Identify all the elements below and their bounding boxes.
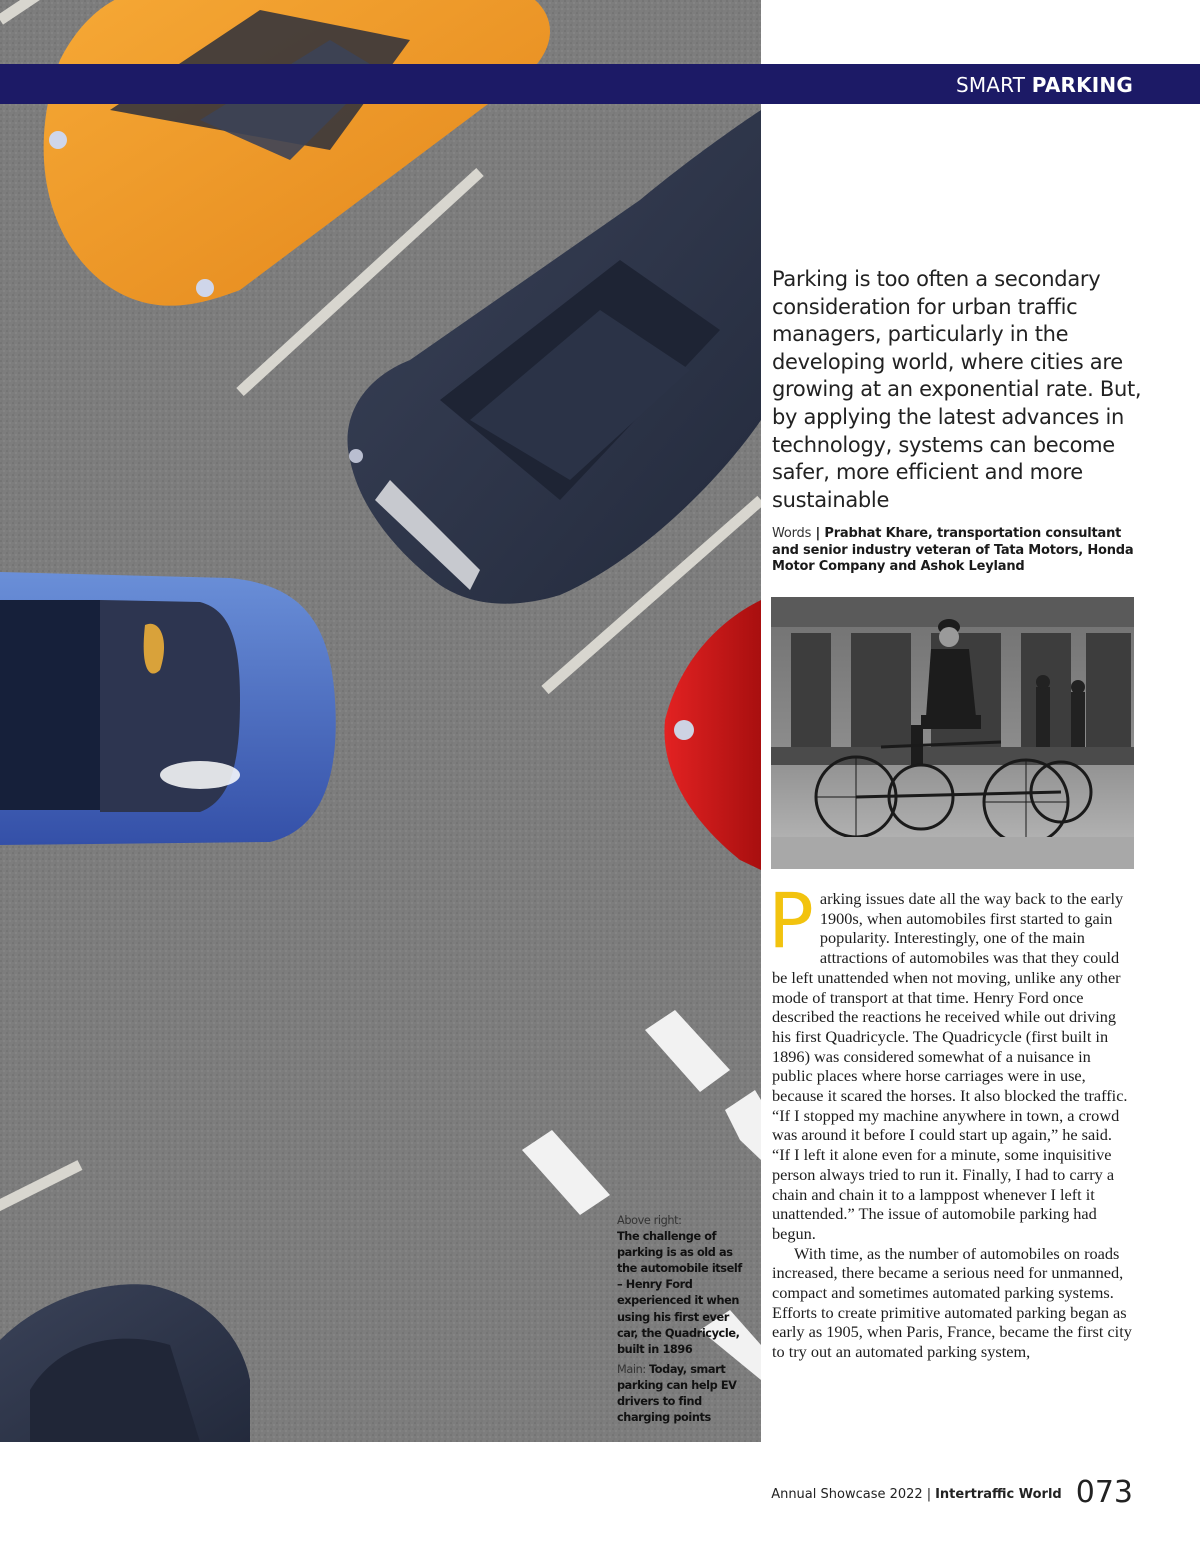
section-title-bold: PARKING (1031, 73, 1133, 97)
section-title (956, 73, 1133, 97)
caption-above-right (617, 1213, 742, 1358)
footer-magazine: Intertraffic World (935, 1487, 1062, 1502)
paragraph-1-text: arking issues date all the way back to the early 1900s, when automobiles first started to gain popularity. Interestingly, one of the main attractions of automobiles was that they could be left unattended when not moving, unlike any other mode of transport at that time. Henry Ford once described the reactions he received while out driving his first Quadricycle. The Quadricycle (first built in 1896) was considered somewhat of a nuisance in public places where horse carriages were in use, because it scared the horses. It also blocked the traffic. “If I stopped my machine anywhere in town, a crowd was around it before I could start up again,” he said. “If I left it alone even for a minute, some inquisitive person always tried to run it. Finally, I had to carry a chain and chain it to a lamppost whenever I left it unattended.” The issue of automobile parking had begun. (772, 889, 1128, 1243)
article-body (768, 876, 1132, 1362)
caption-above-label: Above right: (617, 1214, 682, 1227)
caption-main (617, 1362, 742, 1426)
byline (772, 526, 1142, 576)
drop-cap: P (768, 876, 814, 965)
section-title-light: SMART (955, 73, 1032, 97)
article-paragraph-1 (768, 876, 1132, 1244)
henry-ford-quadricycle-photo (771, 597, 1134, 869)
page-footer (771, 1468, 1133, 1508)
blue-car (0, 572, 336, 845)
byline-separator: | (811, 526, 825, 541)
article-paragraph-2: With time, as the number of automobiles on roads increased, there became a serious need for unmanned, compact and sometimes automated parking systems. Efforts to create primitive automated parking began as early as 1905, when Paris, France, became the first city to try out an automated parking system, (772, 1243, 1132, 1362)
standfirst: Parking is too often a secondary consideration for urban traffic managers, particularly in the developing world, where cities are growing at an exponential rate. But, by applying the latest advances in technology, systems can become safer, more efficient and more sustainable (772, 267, 1142, 512)
caption-main-text: Today, smart parking can help EV drivers to find charging points (617, 1362, 737, 1425)
byline-label: Words (772, 526, 812, 541)
byline-author: Prabhat Khare, transportation consultant and senior industry veteran of Tata Motors, Honda Motor Company and Ashok Leyland (772, 526, 1134, 574)
page-number: 073 (1075, 1475, 1133, 1510)
caption-above-text: The challenge of parking is as old as the automobile itself – Henry Ford experienced it when using his first ever car, the Quadricycle, built in 1896 (617, 1230, 742, 1356)
caption-main-label: Main: (617, 1362, 646, 1376)
photo-captions (617, 1213, 742, 1426)
footer-publication: Annual Showcase 2022 (771, 1487, 923, 1502)
footer-separator: | (926, 1487, 932, 1502)
